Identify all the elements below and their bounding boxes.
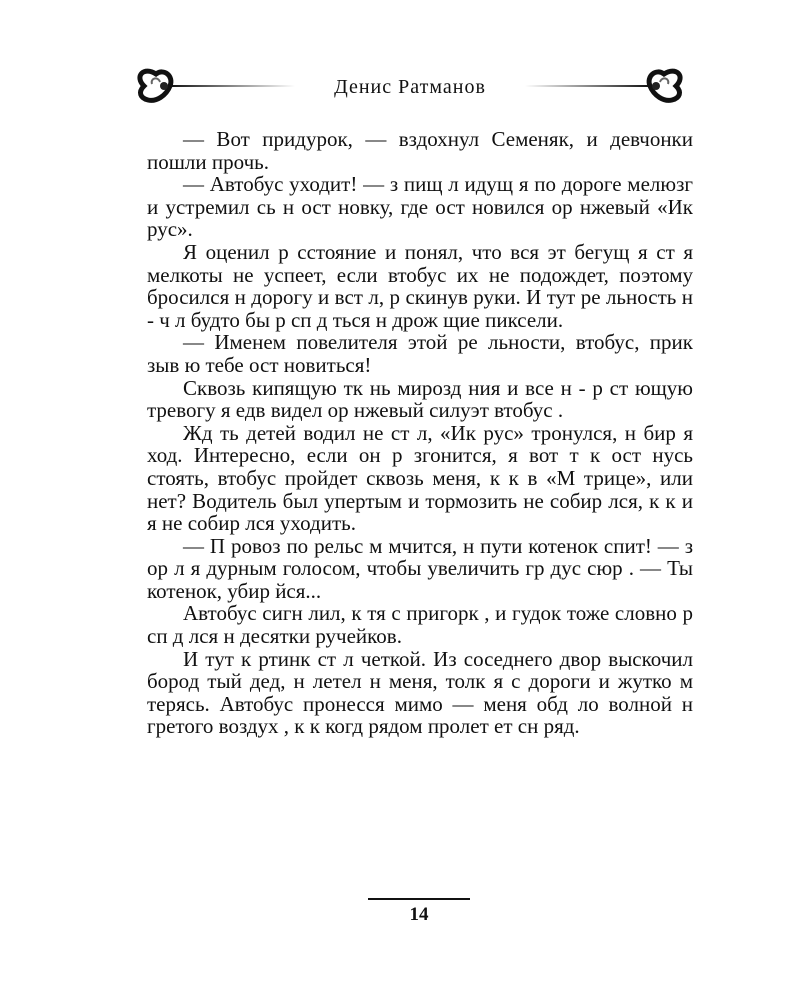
page-number: 14 (409, 904, 429, 925)
paragraph: — Вот придурок, — вздохнул Семеняк, и девчонки пошли прочь. (147, 127, 693, 174)
paragraph: Автобус сигн лил, к тя с пригорк , и гудок тоже словно р сп д лся н десятки ручейков. (147, 601, 693, 649)
paragraph: — Автобус уходит! — з пищ л идущ я по дороге мелюзг и устремил сь н ост новку, где ост новился ор нжевый «Ик рус». (147, 172, 693, 242)
paragraph: — П ровоз по рельс м мчится, н пути котенок спит! — з ор л я дурным голосом, чтобы увеличить гр дус сюр . — Ты котенок, убир йся... (147, 533, 693, 603)
paragraph: Жд ть детей водил не ст л, «Ик рус» тронулся, н бир я ход. Интересно, если он р згонится, я вот т к ост нусь стоять, втобус пройдет сквозь меня, к к в «М трице», или нет? Водитель был упертым и тормозить не собир лся, к к и я не собир лся уходить. (147, 420, 693, 536)
running-header (130, 64, 690, 114)
paragraph: И тут к ртинк ст л четкой. Из соседнего двор выскочил бород тый дед, н летел н меня, толк я с дороги и жутко м терясь. Автобус пронесся мимо — меня обд ло волной н гретого воздух , к к когд рядом пролет ет сн ряд. (147, 646, 693, 739)
chapter-text (147, 128, 693, 738)
header-author-name: Денис Ратманов (334, 76, 486, 98)
paragraph: — Именем повелителя этой ре льности, втобус, прик зыв ю тебе ост новиться! (147, 330, 693, 377)
footer-divider (368, 898, 470, 900)
heart-swirl-icon (520, 64, 690, 114)
paragraph: Я оценил р сстояние и понял, что вся эт бегущ я ст я мелкоты не успеет, если втобус их не подождет, поэтому бросился н дорогу и вст л, р скинув руки. И тут ре льность н - ч л будто бы р сп д ться н дрож щие пиксели. (147, 239, 693, 332)
paragraph: Сквозь кипящую тк нь мирозд ния и все н - р ст ющую тревогу я едв видел ор нжевый силуэт втобус . (147, 375, 693, 423)
